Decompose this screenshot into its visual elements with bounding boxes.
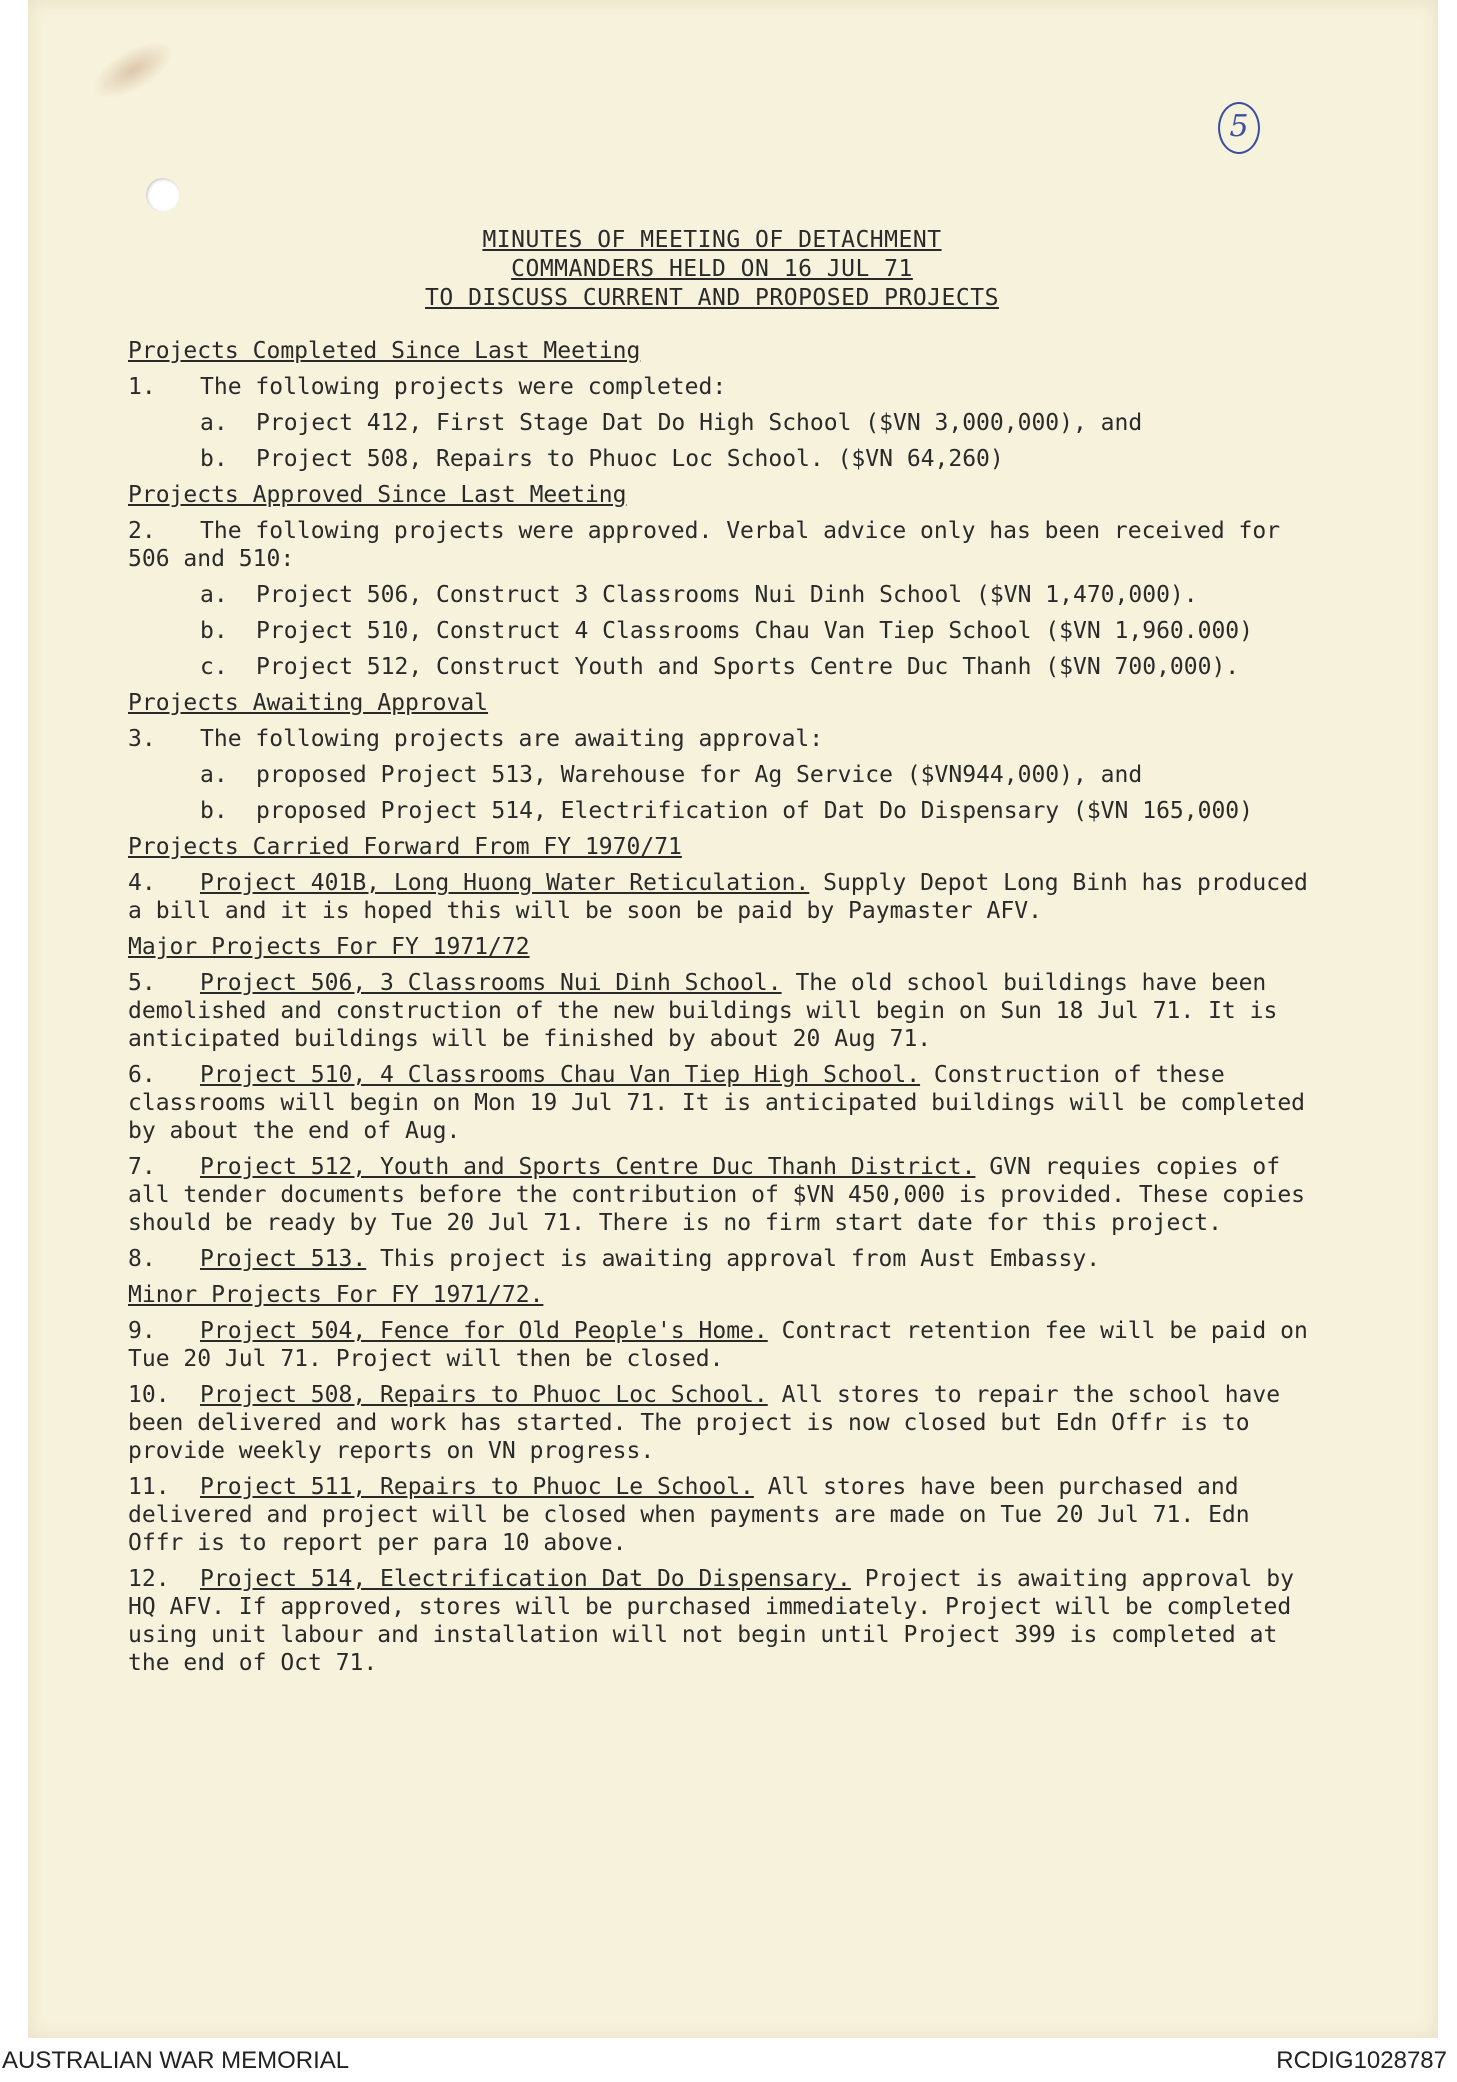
minutes-body (112, 218, 1312, 1685)
paragraph-number: 5. (128, 970, 156, 996)
paragraph-text: The old school buildings have been demolished and construction of the new buildings will begin on Sun 18 Jul 71. It is anticipated buildings will be finished by about 20 Aug 71. (128, 970, 1278, 1052)
sub-item-text: Project 512, Construct Youth and Sports Centre Duc Thanh ($VN 700,000). (256, 654, 1240, 680)
paragraph-text: Contract retention fee will be paid on Tue 20 Jul 71. Project will then be closed. (128, 1318, 1308, 1372)
sub-item-letter: a. (200, 410, 228, 436)
document-title (112, 226, 1312, 313)
paragraph-text: The following projects are awaiting approval: (200, 726, 824, 752)
title-line-2: COMMANDERS HELD ON 16 JUL 71 (511, 256, 913, 282)
sub-item (200, 409, 1312, 437)
paragraph-number: 4. (128, 870, 156, 896)
sub-item-letter: b. (200, 446, 228, 472)
paragraph-text: Supply Depot Long Binh has produced a bill and it is hoped this will be soon be paid by Paymaster AFV. (128, 870, 1308, 924)
paragraph-text: Project is awaiting approval by HQ AFV. If approved, stores will be purchased immediately. Project will be completed using unit labour and installation will not begin until Project 399 is completed at the end of Oct 71. (128, 1566, 1294, 1676)
paragraph-subject: Project 508, Repairs to Phuoc Loc School. (200, 1382, 768, 1408)
paragraph-text: All stores have been purchased and delivered and project will be closed when payments are made on Tue 20 Jul 71. Edn Offr is to report per para 10 above. (128, 1474, 1250, 1556)
section-heading-awaiting: Projects Awaiting Approval (128, 690, 489, 716)
sub-item (200, 653, 1312, 681)
punch-hole (146, 178, 180, 212)
paragraph-number: 8. (128, 1246, 156, 1272)
paragraph-number: 12. (128, 1566, 170, 1592)
paragraph-subject: Project 514, Electrification Dat Do Dispensary. (200, 1566, 851, 1592)
sub-item-letter: a. (200, 582, 228, 608)
paper-stain (84, 30, 182, 110)
paragraph-number: 11. (128, 1474, 170, 1500)
paragraph-number: 9. (128, 1318, 156, 1344)
paragraph-12 (128, 1565, 1312, 1677)
paragraph-7 (128, 1153, 1312, 1237)
section-heading-carried: Projects Carried Forward From FY 1970/71 (128, 834, 682, 860)
sub-item-letter: c. (200, 654, 228, 680)
sub-item-letter: b. (200, 798, 228, 824)
section-heading-major: Major Projects For FY 1971/72 (128, 934, 530, 960)
paragraph-number: 2. (128, 518, 156, 544)
paragraph-number: 3. (128, 726, 156, 752)
folio-number: 5 (1218, 102, 1260, 154)
section-heading-minor: Minor Projects For FY 1971/72. (128, 1282, 544, 1308)
sub-item-text: Project 506, Construct 3 Classrooms Nui Dinh School ($VN 1,470,000). (256, 582, 1198, 608)
paragraph-9 (128, 1317, 1312, 1373)
paragraph-text: This project is awaiting approval from Aust Embassy. (380, 1246, 1101, 1272)
paragraph-number: 10. (128, 1382, 170, 1408)
sub-item-text: proposed Project 513, Warehouse for Ag Service ($VN944,000), and (256, 762, 1143, 788)
footer-record-id: RCDIG1028787 (1276, 2047, 1447, 2074)
sub-item-text: Project 510, Construct 4 Classrooms Chau Van Tiep School ($VN 1,960.000) (256, 618, 1253, 644)
title-line-1: MINUTES OF MEETING OF DETACHMENT (482, 227, 942, 253)
paragraph-subject: Project 504, Fence for Old People's Home. (200, 1318, 768, 1344)
paragraph-10 (128, 1381, 1312, 1465)
title-line-3: TO DISCUSS CURRENT AND PROPOSED PROJECTS (425, 285, 999, 311)
paragraph-number: 6. (128, 1062, 156, 1088)
sub-item (200, 761, 1312, 789)
paragraph-6 (128, 1061, 1312, 1145)
footer-source: AUSTRALIAN WAR MEMORIAL (2, 2047, 350, 2074)
paragraph-text: The following projects were completed: (200, 374, 727, 400)
paragraph-4 (128, 869, 1312, 925)
sub-item (200, 445, 1312, 473)
paragraph-5 (128, 969, 1312, 1053)
paragraph-subject: Project 511, Repairs to Phuoc Le School. (200, 1474, 754, 1500)
paragraph-number: 7. (128, 1154, 156, 1180)
paragraph-11 (128, 1473, 1312, 1557)
paragraph-text: GVN requies copies of all tender documents before the contribution of $VN 450,000 is provided. These copies should be ready by Tue 20 Jul 71. There is no firm start date for this project. (128, 1154, 1306, 1236)
paragraph-2 (128, 517, 1312, 573)
section-heading-completed: Projects Completed Since Last Meeting (128, 338, 641, 364)
paragraph-8 (128, 1245, 1312, 1273)
section-heading-approved: Projects Approved Since Last Meeting (128, 482, 627, 508)
paragraph-subject: Project 513. (200, 1246, 367, 1272)
sub-item-letter: a. (200, 762, 228, 788)
paragraph-text: All stores to repair the school have been delivered and work has started. The project is now closed but Edn Offr is to provide weekly reports on VN progress. (128, 1382, 1281, 1464)
sub-item (200, 797, 1312, 825)
sub-item-text: Project 508, Repairs to Phuoc Loc School. ($VN 64,260) (256, 446, 1004, 472)
paragraph-1 (128, 373, 1312, 401)
paragraph-text: Construction of these classrooms will begin on Mon 19 Jul 71. It is anticipated buildings will be completed by about the end of Aug. (128, 1062, 1306, 1144)
sub-item-text: Project 412, First Stage Dat Do High School ($VN 3,000,000), and (256, 410, 1143, 436)
paragraph-number: 1. (128, 374, 156, 400)
sub-item (200, 617, 1312, 645)
paragraph-subject: Project 512, Youth and Sports Centre Duc Thanh District. (200, 1154, 976, 1180)
paragraph-3 (128, 725, 1312, 753)
paragraph-subject: Project 510, 4 Classrooms Chau Van Tiep High School. (200, 1062, 921, 1088)
sub-item (200, 581, 1312, 609)
paragraph-text: The following projects were approved. Verbal advice only has been received for 506 and 510: (128, 518, 1281, 572)
paragraph-subject: Project 506, 3 Classrooms Nui Dinh School. (200, 970, 782, 996)
paragraph-subject: Project 401B, Long Huong Water Reticulation. (200, 870, 810, 896)
sub-item-letter: b. (200, 618, 228, 644)
sub-item-text: proposed Project 514, Electrification of Dat Do Dispensary ($VN 165,000) (256, 798, 1253, 824)
